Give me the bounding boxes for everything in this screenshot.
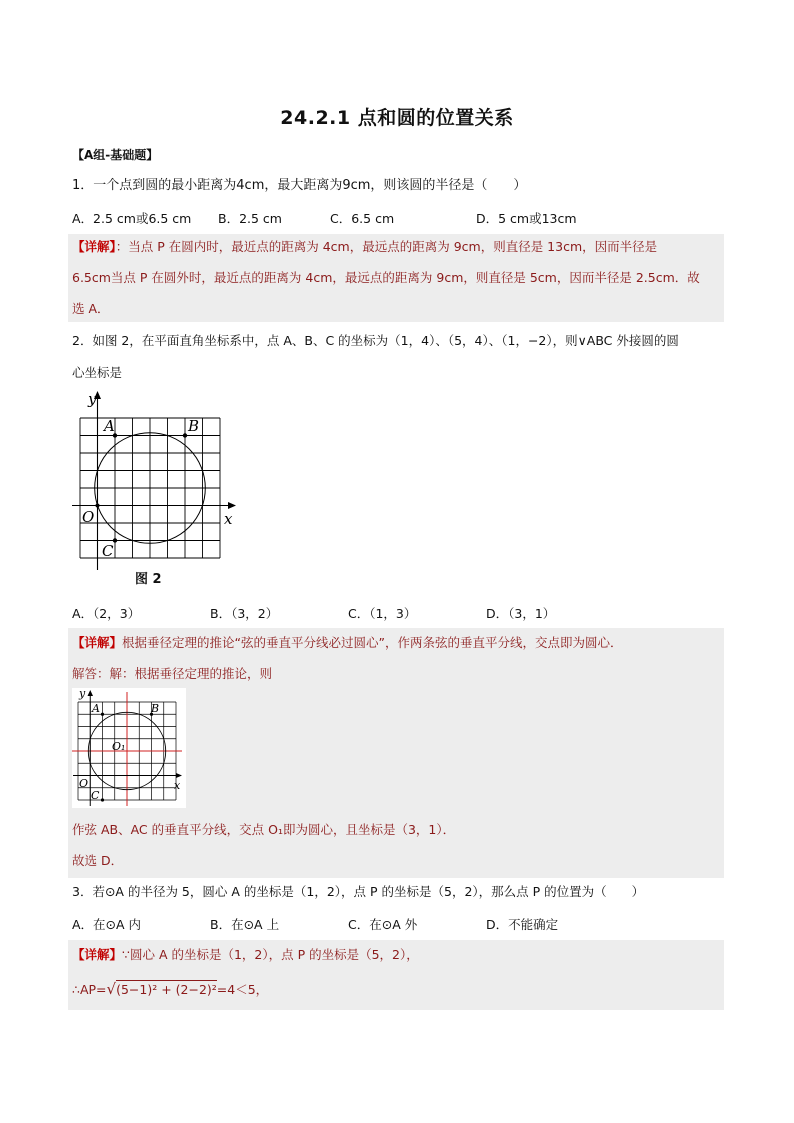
q3-option-b: B．在⊙A 上 xyxy=(210,917,280,932)
q1-answer-line-3: 选 A． xyxy=(72,301,110,316)
q1-answer-text-1: ：当点 P 在圆内时，最近点的距离为 4cm，最远点的距离为 9cm，则直径是 13cm，因而半径是 xyxy=(115,239,658,254)
q1-option-a: A．2.5 cm或6.5 cm xyxy=(72,211,192,226)
q1-option-d: D．5 cm或13cm xyxy=(476,211,577,226)
q2-answer-line-2: 解答：解：根据垂径定理的推论，则 xyxy=(72,666,273,681)
q2-answer-line-3: 作弦 AB、AC 的垂直平分线，交点 O₁即为圆心，且坐标是（3，1）． xyxy=(72,822,456,837)
sqrt-radical: √ xyxy=(106,980,117,998)
q3-answer-tag: 【详解】 xyxy=(72,947,123,962)
solution-y-label: y xyxy=(79,688,86,700)
fig2-point-c-label: C xyxy=(102,542,114,560)
fig2-y-label: y xyxy=(88,390,97,408)
q2-answer-line-1 xyxy=(72,634,622,652)
fig2-origin-label: O xyxy=(82,508,95,526)
q2-option-a: A．（2，3） xyxy=(72,606,141,621)
q2-answer-line-4: 故选 D． xyxy=(72,853,124,868)
q3-answer-prefix: ∴AP= xyxy=(72,982,107,997)
q1-answer-line-1 xyxy=(72,238,657,256)
solution-point-c-label: C xyxy=(91,789,100,802)
q2-stem-line-2: 心坐标是 xyxy=(72,365,123,380)
sqrt-radicand: (5−1)² + (2−2)² xyxy=(116,982,217,997)
q1-answer-line-2: 6.5cm当点 P 在圆外时，最近点的距离为 4cm，最远点的距离为 9cm，则直径是 5cm，因而半径是 2.5cm．故 xyxy=(72,270,700,285)
q1-option-b: B．2.5 cm xyxy=(218,211,282,226)
q2-option-c: C．（1，3） xyxy=(348,606,417,621)
solution-center-label: O₁ xyxy=(112,740,126,753)
q3-answer-text-1: ∵圆心 A 的坐标是（1，2），点 P 的坐标是（5，2）， xyxy=(122,947,419,962)
fig2-point-b-label: B xyxy=(188,417,200,435)
q3-answer-suffix: =4＜5， xyxy=(216,982,269,997)
q2-answer-text-1: 根据垂径定理的推论“弦的垂直平分线必过圆心”，作两条弦的垂直平分线，交点即为圆心． xyxy=(122,635,623,650)
q1-answer-tag: 【详解】 xyxy=(72,239,116,254)
solution-origin-label: O xyxy=(79,777,89,790)
q1-stem: 1．一个点到圆的最小距离为4cm，最大距离为9cm，则该圆的半径是（ ） xyxy=(72,178,527,193)
page-title: 24.2.1 点和圆的位置关系 xyxy=(280,107,514,129)
solution-x-label: x xyxy=(174,779,181,792)
q3-answer-line-2 xyxy=(72,980,268,999)
q3-option-d: D．不能确定 xyxy=(486,917,559,932)
solution-point-b-label: B xyxy=(151,702,160,715)
figure-2-caption: 图 2 xyxy=(135,572,162,587)
section-heading: 【A组-基础题】 xyxy=(72,148,159,162)
q2-stem-line-1: 2．如图 2，在平面直角坐标系中，点 A、B、C 的坐标为（1，4）、（5，4）、（1，−2），则∨ABC 外接圆的圆 xyxy=(72,333,679,348)
q2-answer-tag: 【详解】 xyxy=(72,635,123,650)
q3-option-a: A．在⊙A 内 xyxy=(72,917,142,932)
q2-option-b: B．（3，2） xyxy=(210,606,279,621)
fig2-x-label: x xyxy=(224,510,233,528)
q3-answer-line-1 xyxy=(72,946,419,964)
q3-stem: 3．若⊙A 的半径为 5，圆心 A 的坐标是（1，2），点 P 的坐标是（5，2），那么点 P 的位置为（ ） xyxy=(72,884,645,899)
figure-2-graph xyxy=(70,386,242,572)
q1-option-c: C．6.5 cm xyxy=(330,211,395,226)
fig2-point-a-label: A xyxy=(104,417,115,435)
solution-graph xyxy=(72,688,186,808)
solution-point-a-label: A xyxy=(92,702,100,715)
q3-option-c: C．在⊙A 外 xyxy=(348,917,418,932)
q2-option-d: D．（3，1） xyxy=(486,606,556,621)
